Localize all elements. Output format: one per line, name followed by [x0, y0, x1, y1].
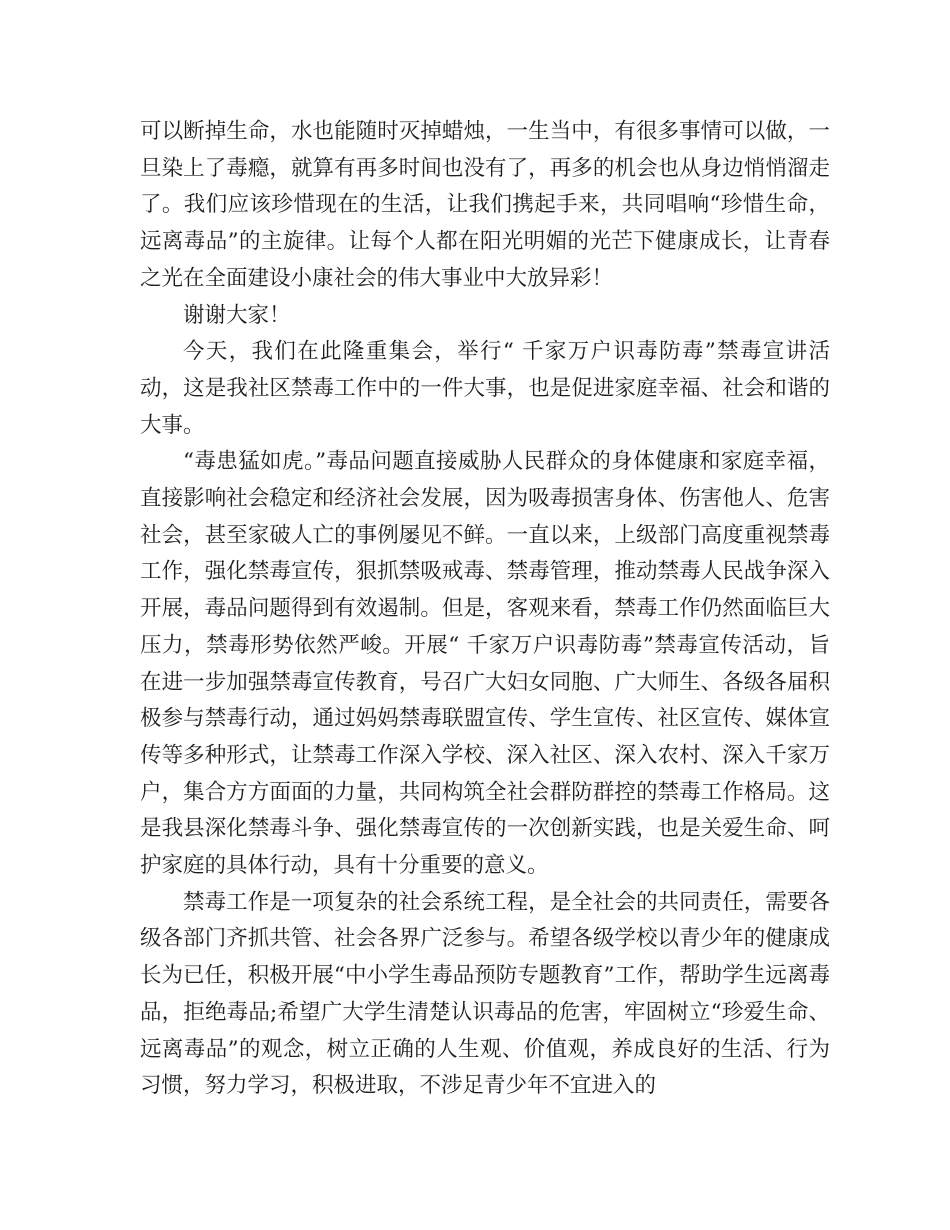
paragraph-1: 可以断掉生命，水也能随时灭掉蜡烛，一生当中，有很多事情可以做，一旦染上了毒瘾，就算有再多时间也没有了，再多的机会也从身边悄悄溜走了。我们应该珍惜现在的生活，让我们携起手来，共同唱响“珍惜生命，远离毒品”的主旋律。让每个人都在阳光明媚的光芒下健康成长，让青春之光在全面建设小康社会的伟大事业中大放异彩！: [140, 119, 830, 291]
paragraph-2: 谢谢大家！: [183, 302, 291, 328]
document-body: [140, 114, 830, 1105]
paragraph-5: 禁毒工作是一项复杂的社会系统工程，是全社会的共同责任，需要各级各部门齐抓共管、社会各界广泛参与。希望各级学校以青少年的健康成长为已任，积极开展“中小学生毒品预防专题教育”工作，帮助学生远离毒品，拒绝毒品;希望广大学生清楚认识毒品的危害，牢固树立“珍爱生命、远离毒品”的观念，树立正确的人生观、价值观，养成良好的生活、行为习惯，努力学习，积极进取，不涉足青少年不宜进入的: [140, 889, 830, 1099]
paragraph-4: “毒患猛如虎。”毒品问题直接威胁人民群众的身体健康和家庭幸福，直接影响社会稳定和经济社会发展，因为吸毒损害身体、伤害他人、危害社会，甚至家破人亡的事例屡见不鲜。一直以来，上级部门高度重视禁毒工作，强化禁毒宣传，狠抓禁吸戒毒、禁毒管理，推动禁毒人民战争深入开展，毒品问题得到有效遏制。但是，客观来看，禁毒工作仍然面临巨大压力，禁毒形势依然严峻。开展“ 千家万户识毒防毒”禁毒宣传活动，旨在进一步加强禁毒宣传教育，号召广大妇女同胞、广大师生、各级各届积极参与禁毒行动，通过妈妈禁毒联盟宣传、学生宣传、社区宣传、媒体宣传等多种形式，让禁毒工作深入学校、深入社区、深入农村、深入千家万户，集合方方面面的力量，共同构筑全社会群防群控的禁毒工作格局。这是我县深化禁毒斗争、强化禁毒宣传的一次创新实践，也是关爱生命、呵护家庭的具体行动，具有十分重要的意义。: [140, 449, 830, 879]
paragraph-3: 今天，我们在此隆重集会，举行“ 千家万户识毒防毒”禁毒宣讲活动，这是我社区禁毒工作中的一件大事，也是促进家庭幸福、社会和谐的大事。: [140, 339, 830, 438]
